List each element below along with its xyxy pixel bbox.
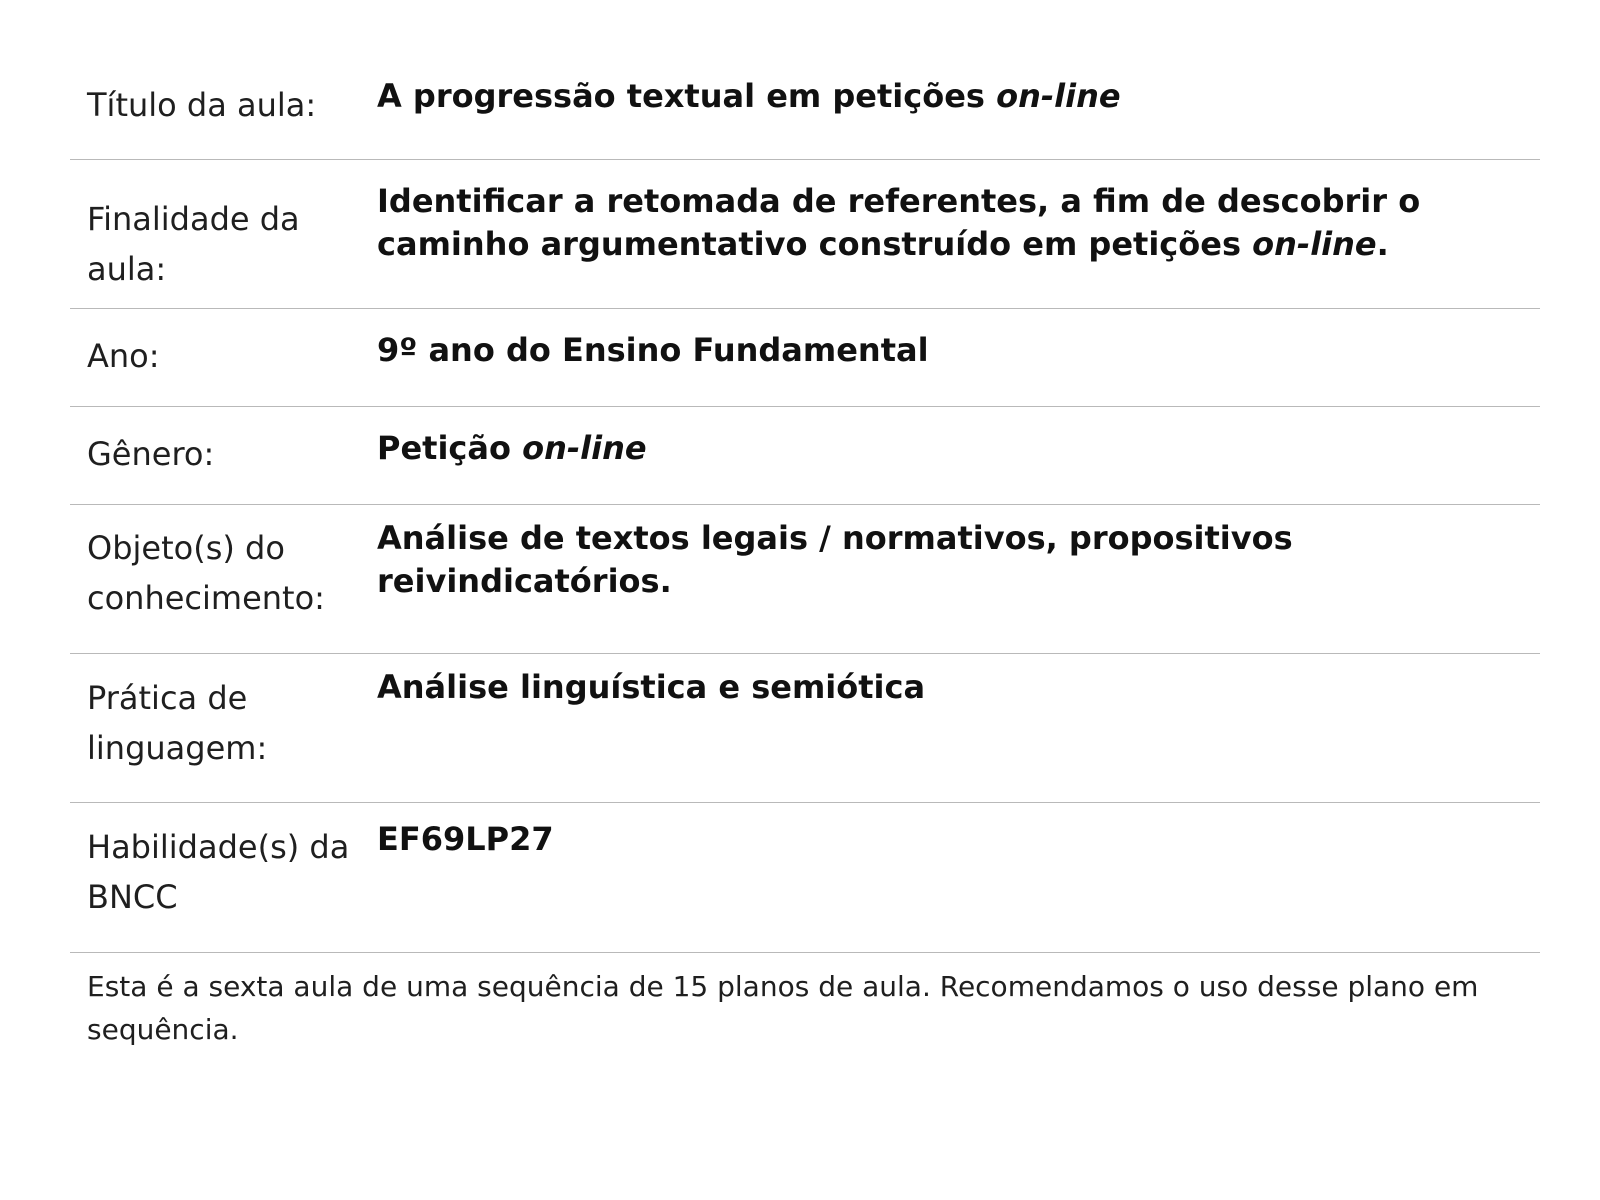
row-knowledge-objects — [70, 505, 1540, 654]
genre-label: Gênero: — [87, 435, 215, 473]
sequence-note: Esta é a sexta aula de uma sequência de 15 planos de aula. Recomendamos o uso desse plano em sequência. — [87, 970, 1479, 1046]
school-year-text: 9º ano do Ensino Fundamental — [377, 331, 929, 369]
lesson-purpose-value — [377, 160, 1540, 308]
bncc-skills-value — [377, 803, 1540, 952]
lesson-plan-table — [70, 42, 1540, 1051]
language-practice-value — [377, 654, 1540, 802]
lesson-purpose-label: Finalidade da aula: — [87, 200, 300, 288]
row-bncc-skills — [70, 803, 1540, 953]
row-genre — [70, 407, 1540, 505]
lesson-purpose-text: Identificar a retomada de referentes, a fim de descobrir o caminho argumentativo construído em petições — [377, 182, 1421, 263]
genre-value — [377, 407, 1540, 504]
bncc-skills-text: EF69LP27 — [377, 820, 554, 858]
row-school-year — [70, 309, 1540, 407]
knowledge-objects-text: Análise de textos legais / normativos, propositivos reivindicatórios. — [377, 519, 1293, 600]
lesson-title-emphasis: on-line — [996, 77, 1121, 115]
bncc-skills-label: Habilidade(s) da BNCC — [87, 828, 350, 916]
lesson-purpose-emphasis: on-line — [1252, 225, 1377, 263]
language-practice-label: Prática de linguagem: — [87, 679, 268, 767]
row-lesson-title — [70, 42, 1540, 160]
school-year-value — [377, 309, 1540, 406]
knowledge-objects-value — [377, 505, 1540, 653]
row-lesson-purpose — [70, 160, 1540, 309]
genre-text: Petição — [377, 429, 523, 467]
lesson-purpose-suffix: . — [1376, 225, 1389, 263]
knowledge-objects-label: Objeto(s) do conhecimento: — [87, 529, 325, 617]
language-practice-text: Análise linguística e semiótica — [377, 668, 926, 706]
row-language-practice — [70, 654, 1540, 803]
lesson-title-value — [377, 42, 1540, 159]
genre-emphasis: on-line — [522, 429, 647, 467]
school-year-label: Ano: — [87, 337, 160, 375]
lesson-title-text: A progressão textual em petições — [377, 77, 997, 115]
lesson-title-label: Título da aula: — [87, 86, 317, 124]
